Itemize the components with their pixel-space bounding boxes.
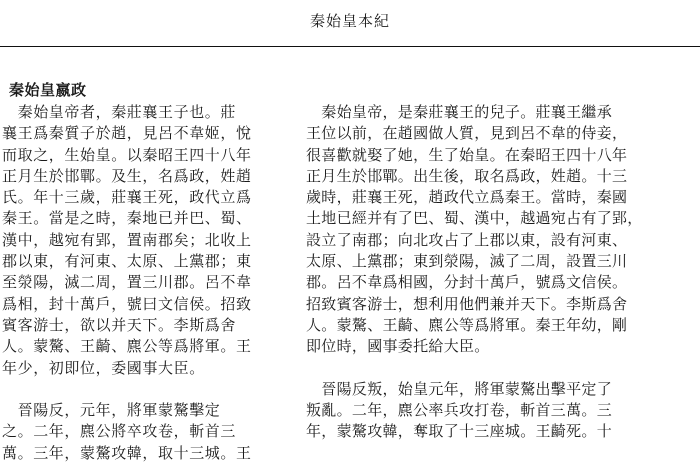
modern-line: 歲時，莊襄王死，趙政代立爲秦王。當時，秦國 bbox=[306, 188, 628, 207]
paragraph-gap bbox=[306, 358, 700, 379]
modern-line: 正月生於邯鄲。出生後，取名爲政，姓趙。十三 bbox=[306, 166, 628, 185]
classical-line: 萬。三年，蒙驁攻韓，取十三城。王 bbox=[2, 443, 252, 462]
classical-line: 年少，初即位，委國事大臣。 bbox=[2, 358, 205, 377]
modern-line: 秦始皇帝，是秦莊襄王的兒子。莊襄王繼承 bbox=[306, 103, 613, 121]
classical-line: 秦王。當是之時，秦地已并巴、蜀、 bbox=[2, 209, 252, 228]
modern-line: 叛亂。二年，麃公率兵攻打卷，斬首三萬。三 bbox=[306, 401, 613, 420]
modern-line: 郡。呂不韋爲相國，分封十萬戶，號爲文信侯。 bbox=[306, 273, 628, 292]
classical-text-column bbox=[2, 102, 276, 464]
modern-line: 設立了南郡；向北攻占了上郡以東，設有河東、 bbox=[306, 230, 628, 249]
modern-line: 招致賓客游士，想利用他們兼并天下。李斯爲舍 bbox=[306, 294, 628, 313]
paragraph-gap bbox=[2, 379, 276, 400]
classical-line: 爲相，封十萬戶，號曰文信侯。招致 bbox=[2, 294, 252, 313]
classical-line: 賓客游士，欲以并天下。李斯爲舍 bbox=[2, 315, 237, 334]
classical-line: 之。二年，麃公將卒攻卷，斬首三 bbox=[2, 422, 237, 441]
modern-line: 很喜歡就娶了她，生了始皇。在秦昭王四十八年 bbox=[306, 145, 628, 164]
classical-line: 秦始皇帝者，秦莊襄王子也。莊 bbox=[2, 103, 237, 121]
classical-line: 晉陽反，元年，將軍蒙驁擊定 bbox=[2, 401, 221, 420]
classical-line: 氏。年十三歲，莊襄王死，政代立爲 bbox=[2, 188, 252, 207]
section-title: 秦始皇嬴政 bbox=[9, 81, 87, 99]
page-header-title: 秦始皇本紀 bbox=[309, 12, 390, 30]
classical-line: 襄王爲秦質子於趙，見呂不韋姬，悅 bbox=[2, 124, 252, 143]
classical-line: 正月生於邯鄲。及生，名爲政，姓趙 bbox=[2, 166, 252, 185]
modern-translation-column bbox=[306, 102, 700, 443]
classical-line: 郡以東，有河東、太原、上黨郡；東 bbox=[2, 252, 252, 271]
modern-line: 年，蒙驁攻韓，奪取了十三座城。王齮死。十 bbox=[306, 422, 613, 441]
modern-line: 土地已經并有了巴、蜀、漢中，越過宛占有了郢， bbox=[306, 209, 643, 228]
modern-line: 即位時，國事委托給大臣。 bbox=[306, 337, 490, 356]
classical-line: 漢中，越宛有郢，置南郡矣；北收上 bbox=[2, 230, 252, 249]
modern-line: 人。蒙驁、王齮、麃公等爲將軍。秦王年幼，剛 bbox=[306, 315, 628, 334]
classical-line: 人。蒙驁、王齮、麃公等爲將軍。王 bbox=[2, 337, 252, 356]
modern-line: 王位以前，在趙國做人質，見到呂不韋的侍妾， bbox=[306, 124, 628, 143]
classical-line: 至滎陽，滅二周，置三川郡。呂不韋 bbox=[2, 273, 252, 292]
modern-line: 太原、上黨郡；東到滎陽，滅了二周，設置三川 bbox=[306, 252, 628, 271]
header-divider bbox=[0, 46, 700, 47]
modern-line: 晉陽反叛，始皇元年，將軍蒙驁出擊平定了 bbox=[306, 379, 613, 398]
classical-line: 而取之，生始皇。以秦昭王四十八年 bbox=[2, 145, 252, 164]
